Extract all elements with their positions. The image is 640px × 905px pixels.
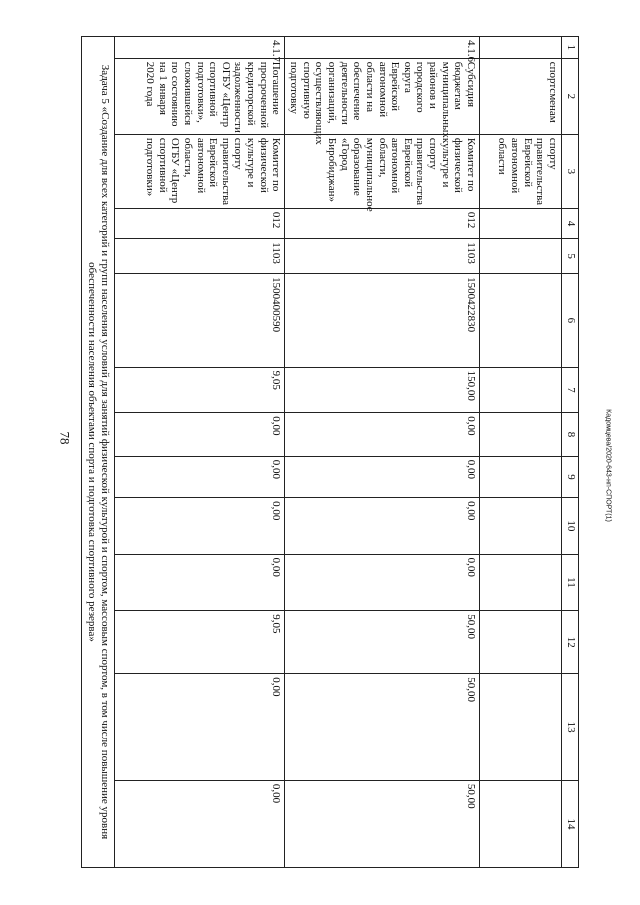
task-caption: Задача 5 «Создание для всех категорий и групп населения условий для занятий физической культурой и спортом, массовым спортом, в том числе повышение уровня обеспеченности населения объектами спорта и подготовка спортивного резерва»	[82, 37, 115, 868]
table-cell: 0,00	[285, 498, 480, 555]
row-name: Погашение просроченной кредиторской задолженности ОГБУ «Центр спортивной подготовки», сложившейся по состоянию на 1 января 2020 года	[115, 58, 285, 134]
column-header: 2	[562, 58, 579, 134]
table-cell	[480, 674, 562, 781]
row-id: 4.1.6	[285, 37, 480, 59]
column-header: 8	[562, 413, 579, 457]
table-cell	[480, 780, 562, 867]
column-header: 9	[562, 456, 579, 497]
table-cell: 0,00	[115, 498, 285, 555]
table-cell: 50,00	[285, 780, 480, 867]
table-cell: 012	[115, 208, 285, 238]
table-cell: 1103	[115, 239, 285, 274]
document-reference: Кадомцева/2020-643-нп-СПОРТ(1)	[604, 409, 612, 522]
column-header: 13	[562, 674, 579, 781]
table-cell	[480, 37, 562, 59]
table-cell: 9,05	[115, 367, 285, 413]
table-cell: 50,00	[285, 611, 480, 674]
table-cell	[480, 554, 562, 611]
table-cell: 50,00	[285, 674, 480, 781]
row-name: Субсидия бюджетам муниципальных районов и городского округа Еврейской автономной области на обеспечение деятельности организаций, осуществляющих спортивную подготовку	[285, 58, 480, 134]
row-executor: Комитет по физической культуре и спорту правительства Еврейской автономной области, ОГБУ «Центр спортивной подготовки»	[115, 134, 285, 208]
table-cell: 150,00	[285, 367, 480, 413]
column-header: 12	[562, 611, 579, 674]
row-executor: Комитет по физической культуре и спорту правительства Еврейской автономной области, муниципальное образование «Город Биробиджан»	[285, 134, 480, 208]
column-header: 1	[562, 37, 579, 59]
column-header: 11	[562, 554, 579, 611]
table-cell: 1500400590	[115, 274, 285, 368]
table-cell	[480, 413, 562, 457]
table-cell	[480, 611, 562, 674]
table-cell	[480, 456, 562, 497]
column-header: 6	[562, 274, 579, 368]
table-cell: 1103	[285, 239, 480, 274]
page-number: 78	[57, 431, 73, 445]
table-cell: спорту правительства Еврейской автономной области	[480, 134, 562, 208]
column-header: 14	[562, 780, 579, 867]
table-cell: 0,00	[115, 554, 285, 611]
task-row	[82, 37, 115, 868]
table-cell	[480, 208, 562, 238]
table-cell: 0,00	[115, 413, 285, 457]
column-header: 4	[562, 208, 579, 238]
table-cell: 0,00	[285, 456, 480, 497]
table-cell: 9,05	[115, 611, 285, 674]
continuation-row	[480, 37, 562, 868]
table-cell: 0,00	[115, 780, 285, 867]
header-row	[562, 37, 579, 868]
table-cell: спортсменам	[480, 58, 562, 134]
table-cell	[480, 274, 562, 368]
column-header: 10	[562, 498, 579, 555]
column-header: 5	[562, 239, 579, 274]
table-cell	[480, 239, 562, 274]
table-cell: 0,00	[115, 456, 285, 497]
table-cell: 0,00	[285, 554, 480, 611]
table-cell: 0,00	[115, 674, 285, 781]
column-header: 3	[562, 134, 579, 208]
table-row	[285, 37, 480, 868]
table-cell: 1500422830	[285, 274, 480, 368]
column-header: 7	[562, 367, 579, 413]
table-row	[115, 37, 285, 868]
table-cell: 012	[285, 208, 480, 238]
table-cell: 0,00	[285, 413, 480, 457]
table-cell	[480, 367, 562, 413]
table-cell	[480, 498, 562, 555]
rotated-table-container	[74, 36, 579, 868]
row-id: 4.1.7	[115, 37, 285, 59]
budget-table	[81, 36, 579, 868]
